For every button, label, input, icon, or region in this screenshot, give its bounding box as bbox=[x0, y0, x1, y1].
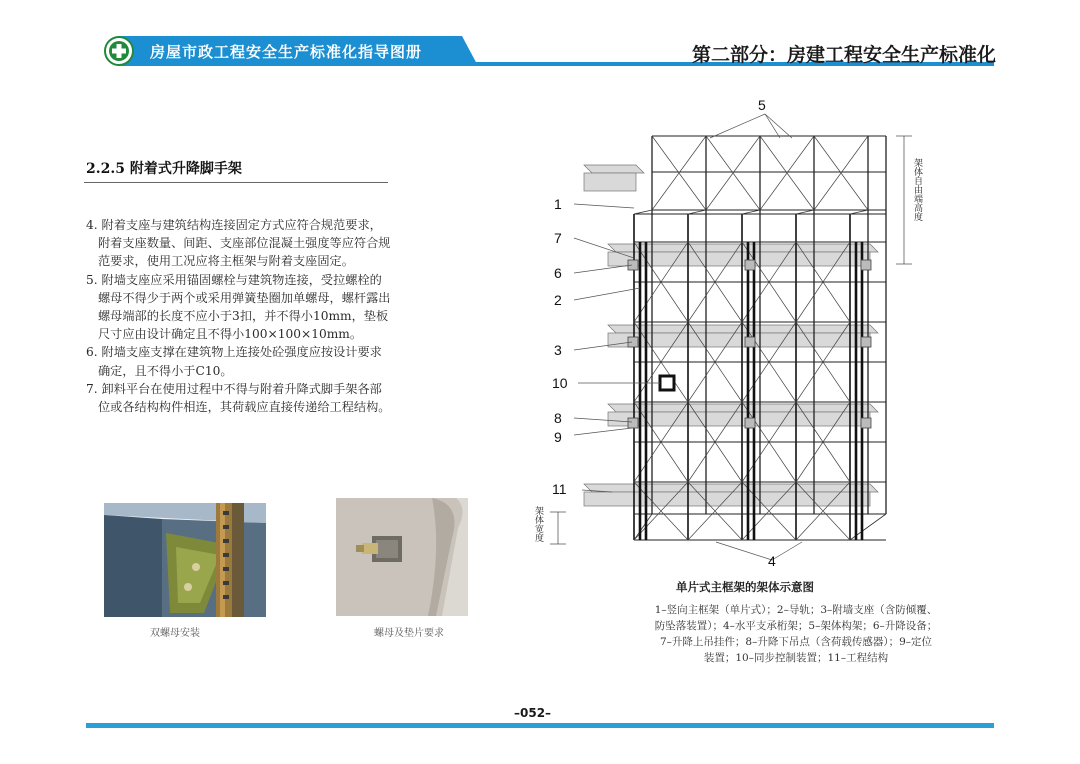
page-number: –052– bbox=[514, 706, 552, 720]
nut-washer-photo bbox=[336, 498, 468, 616]
section-divider bbox=[84, 182, 388, 183]
book-title: 房屋市政工程安全生产标准化指导图册 bbox=[150, 43, 423, 61]
figure-title: 单片式主框架的架体示意图 bbox=[676, 580, 814, 594]
callout-label-4: 4 bbox=[768, 553, 776, 569]
requirement-item: 5. 附墙支座应采用锚固螺栓与建筑物连接，受拉螺栓的螺母不得少于两个或采用弹簧垫圈加单螺母，螺杆露出螺母端部的长度不应小于3扣，并不得小10mm，垫板尺寸应由设计确定且不得小100×100×10mm。 bbox=[86, 272, 391, 342]
requirement-list bbox=[86, 216, 392, 416]
double-nut-photo bbox=[104, 503, 266, 617]
callout-label-7: 7 bbox=[554, 230, 562, 246]
legend-line: 7–升降上吊挂件；8–升降下吊点（含荷载传感器）；9–定位 bbox=[659, 636, 933, 648]
requirement-item: 6. 附墙支座支撑在建筑物上连接处砼强度应按设计要求确定，且不得小于C10。 bbox=[86, 345, 382, 378]
footer-line bbox=[86, 723, 994, 728]
part-title: 第二部分：房建工程安全生产标准化 bbox=[691, 44, 996, 66]
callout-label-9: 9 bbox=[554, 429, 562, 445]
callout-label-10: 10 bbox=[552, 375, 568, 391]
safety-cross-logo-icon bbox=[104, 36, 134, 66]
legend-line: 装置；10–同步控制装置；11–工程结构 bbox=[703, 652, 889, 664]
callout-label-6: 6 bbox=[554, 265, 562, 281]
legend-line: 防坠落装置）；4–水平支承桁架；5–架体构架；6–升降设备； bbox=[654, 620, 938, 632]
callout-label-11: 11 bbox=[552, 481, 567, 497]
legend-line: 1–竖向主框架（单片式）；2–导轨；3–附墙支座（含防倾覆、 bbox=[654, 604, 938, 616]
photo-caption: 螺母及垫片要求 bbox=[374, 628, 444, 639]
requirement-item: 7. 卸料平台在使用过程中不得与附着升降式脚手架各部位或各结构构件相连，其荷载应直接传递给工程结构。 bbox=[86, 381, 391, 415]
frame-width-label: 架体宽度 bbox=[533, 506, 543, 542]
scaffold-frame-diagram bbox=[533, 92, 940, 570]
floor-slabs bbox=[584, 165, 878, 506]
figure-legend bbox=[636, 602, 956, 666]
callout-label-2: 2 bbox=[554, 292, 562, 308]
photo-caption: 双螺母安装 bbox=[150, 628, 200, 639]
callout-label-1: 1 bbox=[554, 196, 562, 212]
callout-label-3: 3 bbox=[554, 342, 562, 358]
section-title: 2.2.5 附着式升降脚手架 bbox=[86, 161, 242, 177]
callout-label-8: 8 bbox=[554, 410, 562, 426]
requirement-item: 4. 附着支座与建筑结构连接固定方式应符合规范要求，附着支座数量、间距、支座部位混凝土强度等应符合规范要求，使用工况应将主框架与附着支座固定。 bbox=[86, 218, 391, 269]
callout-label-5: 5 bbox=[758, 97, 766, 113]
free-end-height-label: 架体自由端高度 bbox=[912, 158, 922, 221]
sync-control-device bbox=[660, 376, 674, 390]
